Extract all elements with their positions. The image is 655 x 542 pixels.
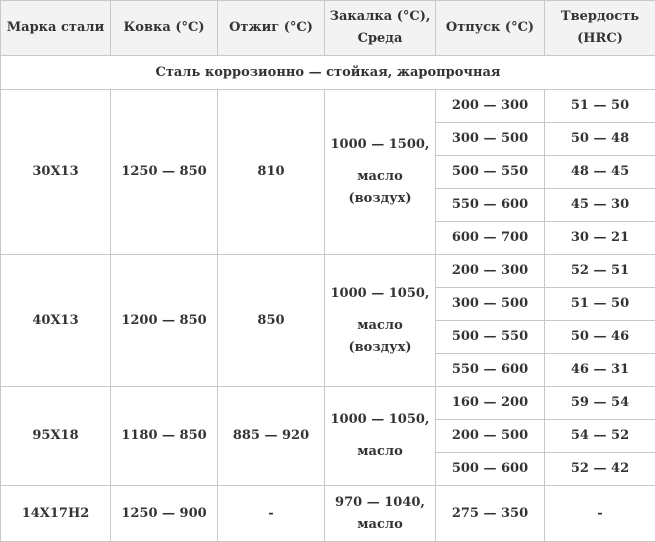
quenching-cell bbox=[325, 255, 436, 387]
table-row bbox=[1, 255, 655, 288]
header-hardness-line1: Твердость bbox=[561, 9, 639, 24]
forging-cell: 1250 — 850 bbox=[111, 90, 218, 255]
table-row bbox=[1, 486, 655, 542]
quench-temp: 1000 — 1500, bbox=[327, 134, 433, 156]
section-title: Сталь коррозионно — стойкая, жаропрочная bbox=[1, 56, 655, 90]
quench-medium: масло bbox=[327, 315, 433, 337]
header-hardness bbox=[545, 1, 655, 56]
grade-cell: 95Х18 bbox=[1, 387, 111, 486]
forging-cell: 1250 — 900 bbox=[111, 486, 218, 542]
header-quenching-line1: Закалка (°C), bbox=[330, 9, 431, 24]
hardness-cell: 52 — 51 bbox=[545, 255, 655, 288]
quench-medium: масло bbox=[327, 514, 433, 536]
forging-cell: 1200 — 850 bbox=[111, 255, 218, 387]
header-tempering: Отпуск (°C) bbox=[436, 1, 545, 56]
table-row bbox=[1, 90, 655, 123]
hardness-cell: 30 — 21 bbox=[545, 222, 655, 255]
quench-medium: масло bbox=[327, 166, 433, 188]
hardness-cell: - bbox=[545, 486, 655, 542]
quench-medium: масло bbox=[327, 441, 433, 463]
tempering-cell: 200 — 300 bbox=[436, 255, 545, 288]
tempering-cell: 160 — 200 bbox=[436, 387, 545, 420]
quench-medium-alt: (воздух) bbox=[327, 188, 433, 210]
tempering-cell: 550 — 600 bbox=[436, 189, 545, 222]
header-quenching bbox=[325, 1, 436, 56]
grade-cell: 40Х13 bbox=[1, 255, 111, 387]
hardness-cell: 48 — 45 bbox=[545, 156, 655, 189]
tempering-cell: 500 — 550 bbox=[436, 156, 545, 189]
hardness-cell: 46 — 31 bbox=[545, 354, 655, 387]
tempering-cell: 300 — 500 bbox=[436, 288, 545, 321]
grade-cell: 30Х13 bbox=[1, 90, 111, 255]
quenching-cell bbox=[325, 387, 436, 486]
tempering-cell: 500 — 550 bbox=[436, 321, 545, 354]
hardness-cell: 51 — 50 bbox=[545, 288, 655, 321]
tempering-cell: 200 — 500 bbox=[436, 420, 545, 453]
tempering-cell: 500 — 600 bbox=[436, 453, 545, 486]
quench-temp: 1000 — 1050, bbox=[327, 409, 433, 431]
tempering-cell: 300 — 500 bbox=[436, 123, 545, 156]
hardness-cell: 59 — 54 bbox=[545, 387, 655, 420]
header-forging: Ковка (°C) bbox=[111, 1, 218, 56]
header-annealing: Отжиг (°C) bbox=[218, 1, 325, 56]
quenching-cell bbox=[325, 486, 436, 542]
header-grade: Марка стали bbox=[1, 1, 111, 56]
annealing-cell: 810 bbox=[218, 90, 325, 255]
hardness-cell: 50 — 46 bbox=[545, 321, 655, 354]
table-header-row bbox=[1, 1, 655, 56]
section-row bbox=[1, 56, 655, 90]
quench-temp: 1000 — 1050, bbox=[327, 283, 433, 305]
table-row bbox=[1, 387, 655, 420]
annealing-cell: - bbox=[218, 486, 325, 542]
hardness-cell: 45 — 30 bbox=[545, 189, 655, 222]
forging-cell: 1180 — 850 bbox=[111, 387, 218, 486]
quenching-cell bbox=[325, 90, 436, 255]
hardness-cell: 52 — 42 bbox=[545, 453, 655, 486]
hardness-cell: 50 — 48 bbox=[545, 123, 655, 156]
header-hardness-line2: (HRC) bbox=[577, 31, 623, 46]
hardness-cell: 54 — 52 bbox=[545, 420, 655, 453]
quench-temp: 970 — 1040, bbox=[327, 492, 433, 514]
annealing-cell: 885 — 920 bbox=[218, 387, 325, 486]
header-quenching-line2: Среда bbox=[358, 31, 403, 46]
annealing-cell: 850 bbox=[218, 255, 325, 387]
tempering-cell: 200 — 300 bbox=[436, 90, 545, 123]
quench-medium-alt: (воздух) bbox=[327, 337, 433, 359]
tempering-cell: 550 — 600 bbox=[436, 354, 545, 387]
tempering-cell: 600 — 700 bbox=[436, 222, 545, 255]
hardness-cell: 51 — 50 bbox=[545, 90, 655, 123]
grade-cell: 14Х17Н2 bbox=[1, 486, 111, 542]
tempering-cell: 275 — 350 bbox=[436, 486, 545, 542]
